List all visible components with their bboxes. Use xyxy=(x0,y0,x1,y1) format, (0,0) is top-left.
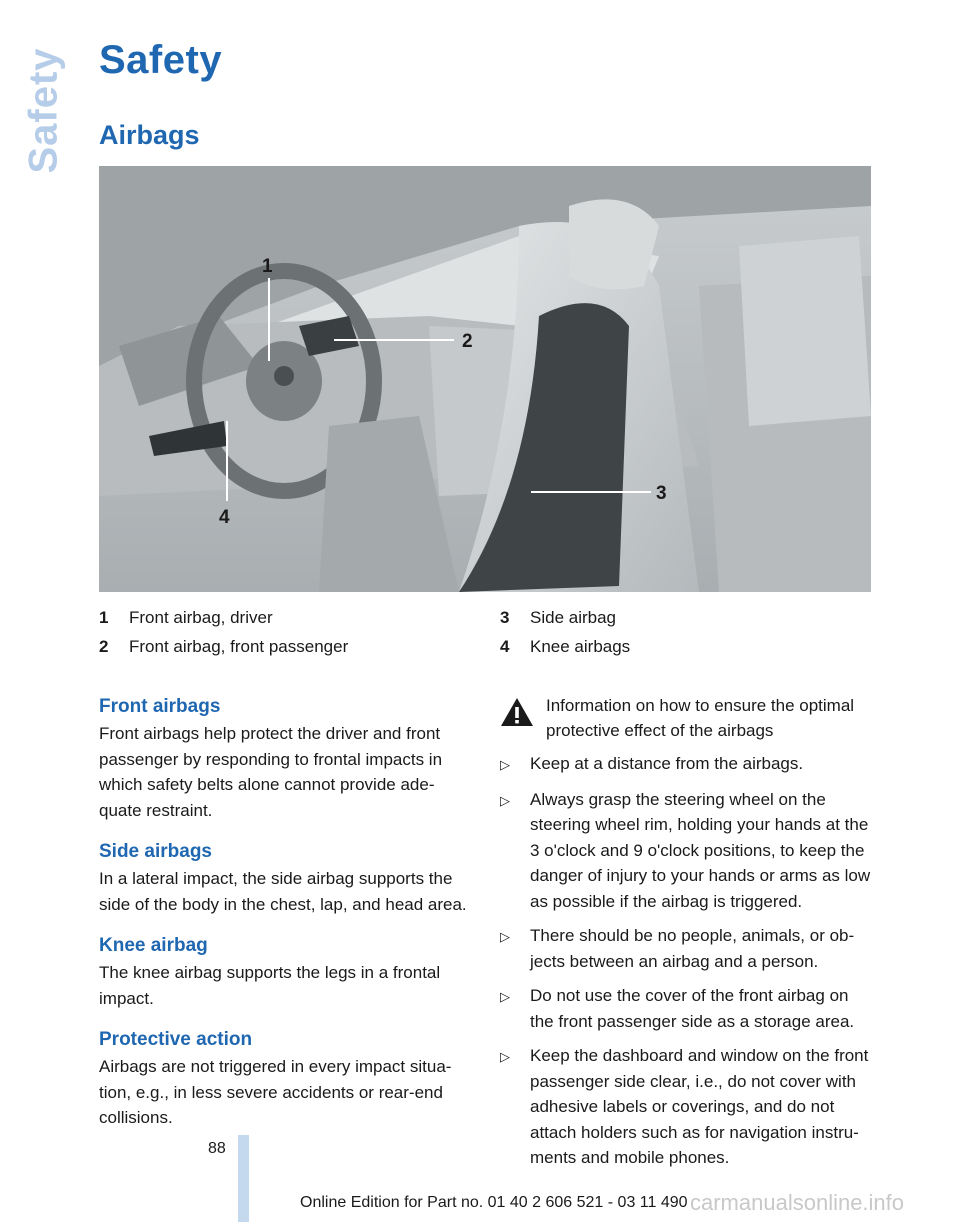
legend-label: Side airbag xyxy=(530,608,617,627)
safety-bullet-list xyxy=(500,751,874,1171)
triangle-bullet-icon: ▷ xyxy=(500,792,510,808)
paragraph: In a lateral impact, the side airbag supports the side of the body in the chest, lap, and head area. xyxy=(99,869,467,914)
list-item-text: Keep at a distance from the airbags. xyxy=(530,754,804,773)
triangle-bullet-icon: ▷ xyxy=(500,757,510,772)
list-item-text: Always grasp the steering wheel on the steering wheel rim, holding your hands at the 3 o'clock and 9 o'clock positions, to keep the danger of injury to your hands or arms as low as possible if the airbag is triggered. xyxy=(530,789,871,911)
callout-3: 3 xyxy=(656,483,667,504)
legend-number: 4 xyxy=(500,637,510,656)
triangle-bullet-icon: ▷ xyxy=(500,1049,510,1064)
legend-label: Knee airbags xyxy=(530,637,631,656)
left-column xyxy=(99,693,477,1146)
page-title: Safety xyxy=(99,38,223,82)
legend-number: 2 xyxy=(99,637,109,656)
paragraph: The knee airbag supports the legs in a frontal impact. xyxy=(99,963,441,1008)
list-item xyxy=(500,751,874,778)
legend-number: 3 xyxy=(500,608,510,627)
legend-item xyxy=(500,632,630,661)
list-item-text: There should be no people, animals, or ob‐jects between an airbag and a person. xyxy=(530,926,855,971)
subsection-heading: Side airbags xyxy=(99,841,212,862)
legend-number: 1 xyxy=(99,608,109,627)
list-item xyxy=(500,983,874,1034)
edition-footer: Online Edition for Part no. 01 40 2 606 521 - 03 11 490 xyxy=(300,1194,688,1211)
watermark: carmanualsonline.info xyxy=(690,1190,905,1215)
right-column xyxy=(500,693,874,1180)
callout-1: 1 xyxy=(262,256,273,277)
triangle-bullet-icon: ▷ xyxy=(500,929,510,944)
footer-accent-bar xyxy=(238,1135,249,1222)
front-airbags-section xyxy=(99,693,477,823)
side-tab-label: Safety xyxy=(21,46,66,174)
legend-label: Front airbag, front passenger xyxy=(129,637,349,656)
section-title: Airbags xyxy=(99,120,200,150)
side-airbags-section xyxy=(99,838,477,917)
legend-item xyxy=(500,603,616,632)
legend-label: Front airbag, driver xyxy=(129,608,273,627)
list-item-text: Do not use the cover of the front airbag on the front passenger side as a storage area. xyxy=(530,986,855,1031)
paragraph: Front airbags help protect the driver and front passenger by responding to frontal impacts in which safety belts alone cannot provide ade‐quate restraint. xyxy=(99,724,443,820)
subsection-heading: Knee airbag xyxy=(99,935,208,956)
paragraph: Airbags are not triggered in every impact situa‐tion, e.g., in less severe accidents or rear-end collisions. xyxy=(99,1057,452,1127)
warning-triangle-icon xyxy=(500,693,546,743)
callout-4: 4 xyxy=(219,507,230,528)
figure-legend xyxy=(99,603,871,663)
list-item xyxy=(500,923,874,974)
page-number: 88 xyxy=(208,1140,226,1157)
side-tab xyxy=(14,40,74,180)
list-item-text: Keep the dashboard and window on the front passenger side clear, i.e., do not cover with adhesive labels or coverings, and do not attach holders such as for navigation instru‐ments and mobile phones. xyxy=(530,1046,869,1167)
triangle-bullet-icon: ▷ xyxy=(500,989,510,1004)
legend-item xyxy=(99,603,273,632)
legend-item xyxy=(99,632,348,661)
knee-airbag-section xyxy=(99,932,477,1011)
callout-2: 2 xyxy=(462,331,473,352)
list-item xyxy=(500,1043,874,1171)
warning-box xyxy=(500,693,874,743)
subsection-heading: Protective action xyxy=(99,1029,253,1050)
list-item xyxy=(500,787,874,915)
warning-text: Information on how to ensure the optimal protective effect of the airbags xyxy=(546,696,855,740)
car-interior-drawing xyxy=(99,166,871,592)
protective-action-section xyxy=(99,1026,477,1131)
subsection-heading: Front airbags xyxy=(99,696,221,717)
airbag-illustration xyxy=(99,166,871,592)
